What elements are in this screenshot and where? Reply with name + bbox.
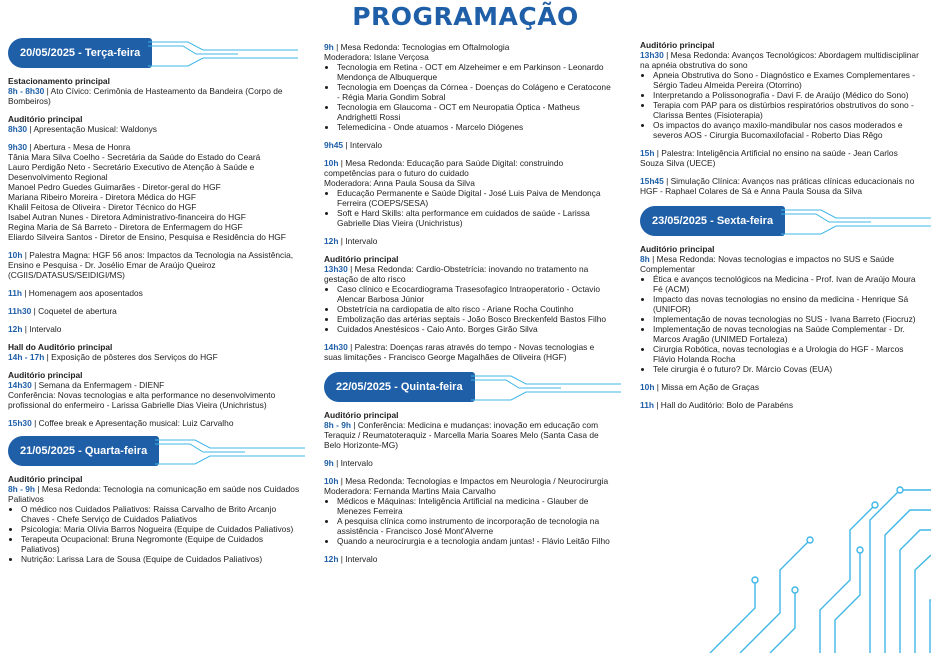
session-time: 10h bbox=[324, 476, 339, 486]
speaker-item: • Embolização das artérias septais - João Bosco Breckenfeld Bastos Filho bbox=[337, 314, 614, 324]
speaker-list bbox=[324, 284, 614, 334]
day-header bbox=[8, 36, 304, 72]
session-list bbox=[324, 42, 614, 362]
session-block bbox=[324, 42, 614, 132]
session-title bbox=[8, 250, 304, 280]
session-text: | Mesa Redonda: Tecnologias em Oftalmologia bbox=[333, 42, 510, 52]
session-block bbox=[324, 236, 614, 246]
session-block bbox=[640, 400, 922, 410]
speaker-item: • Telemedicina - Onde atuamos - Marcelo Diógenes bbox=[337, 122, 614, 132]
session-line: Lauro Perdigão Neto - Secretário Executivo de Atenção à Saúde e Desenvolvimento Regional bbox=[8, 162, 255, 182]
header-lines-decoration bbox=[471, 370, 621, 406]
session-title bbox=[324, 342, 614, 362]
session-block bbox=[324, 476, 614, 546]
speaker-item: • Terapia com PAP para os distúrbios respiratórios obstrutivos do sono - Clarissa Bentes (Fisioterapia) bbox=[653, 100, 922, 120]
session-time: 14h - 17h bbox=[8, 352, 45, 362]
speaker-item: • Médicos e Máquinas: Inteligência Artificial na medicina - Glauber de Menezes Ferreira bbox=[337, 496, 614, 516]
session-time: 13h30 bbox=[324, 264, 348, 274]
session-time: 11h bbox=[640, 400, 654, 410]
session-time: 15h bbox=[640, 148, 655, 158]
session-time: 15h30 bbox=[8, 418, 32, 428]
day-header bbox=[324, 370, 614, 406]
session-text: | Ato Cívico: Cerimônia de Hasteamento da Bandeira (Corpo de Bombeiros) bbox=[8, 86, 283, 106]
session-text: | Intervalo bbox=[343, 140, 383, 150]
page-title: PROGRAMAÇÃO bbox=[352, 2, 579, 31]
session-block bbox=[8, 324, 304, 334]
day-label: 21/05/2025 - Quarta-feira bbox=[8, 436, 159, 466]
session-text: | Semana da Enfermagem - DIENF bbox=[31, 380, 165, 390]
session-list bbox=[8, 76, 304, 428]
session-time: 12h bbox=[324, 554, 339, 564]
session-time: 10h bbox=[640, 382, 655, 392]
session-location: Auditório principal bbox=[324, 254, 399, 264]
session-block bbox=[324, 342, 614, 362]
session-line: Manoel Pedro Guedes Guimarães - Diretor-geral do HGF bbox=[8, 182, 221, 192]
session-line: Regina Maria de Sá Barreto - Diretora de Enfermagem do HGF bbox=[8, 222, 243, 232]
session-text: | Conferência: Medicina e mudanças: inovação em educação com Teraquiz / Reumatoteraquiz - Marcella Maria Soares Melo (Santa Casa de Belo Horizonte-MG) bbox=[324, 420, 599, 450]
session-block bbox=[8, 288, 304, 298]
session-block bbox=[640, 176, 922, 196]
session-time: 13h30 bbox=[640, 50, 664, 60]
session-text: | Mesa Redonda: Novas tecnologias e impactos no SUS e Saúde Complementar bbox=[640, 254, 895, 274]
session-block bbox=[640, 148, 922, 168]
session-title bbox=[8, 86, 304, 106]
session-block bbox=[640, 382, 922, 392]
session-line: Mariana Ribeiro Moreira - Diretora Médica do HGF bbox=[8, 192, 197, 202]
session-text: | Palestra Magna: HGF 56 anos: Impactos da Tecnologia na Assistência, Ensino e Pesquisa - Dr. Josélio Emar de Araújo Queiroz (CGIIS/DATASUS/SEIDIGI/MS) bbox=[8, 250, 294, 280]
session-title bbox=[8, 380, 304, 390]
session-list bbox=[8, 474, 304, 564]
session-line: Eliardo Silveira Santos - Diretor de Ensino, Pesquisa e Residência do HGF bbox=[8, 232, 286, 242]
session-line: Khalil Feitosa de Oliveira - Diretor Técnico do HGF bbox=[8, 202, 197, 212]
session-text: | Exposição de pôsteres dos Serviços do HGF bbox=[44, 352, 218, 362]
session-title bbox=[324, 236, 614, 246]
session-list bbox=[324, 410, 614, 564]
speaker-item: • Interpretando a Polissonografia - Davi F. de Araújo (Médico do Sono) bbox=[653, 90, 922, 100]
session-line: Conferência: Novas tecnologias e alta performance no desenvolvimento profissional do enfermeiro - Larissa Gabrielle Dias Vieira (Unichristus) bbox=[8, 390, 276, 410]
session-title bbox=[8, 142, 304, 152]
session-time: 14h30 bbox=[324, 342, 348, 352]
session-line: Moderadora: Fernanda Martins Maia Carvalho bbox=[324, 486, 496, 496]
session-text: | Homenagem aos aposentados bbox=[21, 288, 143, 298]
session-line: Isabel Autran Nunes - Diretora Administrativo-financeira do HGF bbox=[8, 212, 246, 222]
session-block bbox=[8, 418, 304, 428]
session-location: Auditório principal bbox=[640, 244, 715, 254]
session-list bbox=[640, 40, 922, 196]
session-location: Auditório principal bbox=[8, 370, 83, 380]
session-list bbox=[640, 244, 922, 410]
session-time: 11h bbox=[8, 288, 22, 298]
speaker-item: • Tecnologia em Retina - OCT em Alzeheimer e em Parkinson - Leonardo Mendonça de Albuquerque bbox=[337, 62, 614, 82]
day-header bbox=[8, 434, 304, 470]
session-block bbox=[8, 370, 304, 410]
session-block bbox=[324, 140, 614, 150]
speaker-item: • Apneia Obstrutiva do Sono - Diagnóstico e Exames Complementares - Sérgio Tadeu Almeida Pereira (Otorrino) bbox=[653, 70, 922, 90]
session-title bbox=[324, 140, 614, 150]
session-block bbox=[640, 244, 922, 374]
session-time: 12h bbox=[324, 236, 339, 246]
session-text: | Mesa Redonda: Tecnologia na comunicação em saúde nos Cuidados Paliativos bbox=[8, 484, 300, 504]
session-time: 8h - 9h bbox=[8, 484, 35, 494]
session-title bbox=[8, 352, 304, 362]
session-block bbox=[324, 410, 614, 450]
column-1 bbox=[8, 36, 304, 572]
header-lines-decoration bbox=[148, 36, 298, 72]
session-title bbox=[8, 484, 304, 504]
day-label: 22/05/2025 - Quinta-feira bbox=[324, 372, 475, 402]
session-title bbox=[8, 418, 304, 428]
session-location: Estacionamento principal bbox=[8, 76, 110, 86]
session-location: Hall do Auditório principal bbox=[8, 342, 113, 352]
session-text: | Palestra: Doenças raras através do tempo - Novas tecnologias e suas limitações - Francisco George Magalhães de Oliveira (HGF) bbox=[324, 342, 595, 362]
session-time: 14h30 bbox=[8, 380, 32, 390]
speaker-item: • Impacto das novas tecnologias no ensino da medicina - Henrique Sá (UNIFOR) bbox=[653, 294, 922, 314]
session-block bbox=[640, 40, 922, 140]
session-line: Moderadora: Islane Verçosa bbox=[324, 52, 429, 62]
session-title bbox=[324, 264, 614, 284]
session-title bbox=[324, 476, 614, 486]
session-time: 12h bbox=[8, 324, 23, 334]
speaker-item: • Tecnologia em Glaucoma - OCT em Neuropatia Óptica - Matheus Andrighetti Rossi bbox=[337, 102, 614, 122]
session-block bbox=[8, 306, 304, 316]
session-block bbox=[324, 254, 614, 334]
session-title bbox=[8, 324, 304, 334]
session-block bbox=[8, 142, 304, 242]
session-text: | Intervalo bbox=[333, 458, 373, 468]
session-block bbox=[8, 474, 304, 564]
session-text: | Hall do Auditório: Bolo de Parabéns bbox=[653, 400, 794, 410]
speaker-item: • Cirurgia Robótica, novas tecnologias e a Urologia do HGF - Marcos Flávio Holanda Rocha bbox=[653, 344, 922, 364]
session-time: 9h30 bbox=[8, 142, 28, 152]
session-title bbox=[640, 382, 922, 392]
session-block bbox=[8, 114, 304, 134]
session-text: | Intervalo bbox=[22, 324, 62, 334]
session-time: 9h45 bbox=[324, 140, 344, 150]
speaker-list bbox=[324, 496, 614, 546]
session-block bbox=[8, 342, 304, 362]
speaker-list bbox=[640, 274, 922, 374]
speaker-item: • Psicologia: Maria Olívia Barros Nogueira (Equipe de Cuidados Paliativos) bbox=[21, 524, 304, 534]
session-text: | Mesa Redonda: Cardio-Obstetrícia: inovando no tratamento na gestação de alto risco bbox=[324, 264, 589, 284]
session-text: | Mesa Redonda: Tecnologias e Impactos em Neurologia / Neurocirurgia bbox=[338, 476, 609, 486]
session-block bbox=[8, 250, 304, 280]
session-text: | Mesa Redonda: Educação para Saúde Digital: construindo competências para o futuro do cuidado bbox=[324, 158, 564, 178]
session-text: | Missa em Ação de Graças bbox=[654, 382, 760, 392]
speaker-item: • Cuidados Anestésicos - Caio Anto. Borges Girão Silva bbox=[337, 324, 614, 334]
session-title bbox=[324, 420, 614, 450]
header-lines-decoration bbox=[155, 434, 305, 470]
day-label: 23/05/2025 - Sexta-feira bbox=[640, 206, 785, 236]
session-location: Auditório principal bbox=[324, 410, 399, 420]
session-time: 11h30 bbox=[8, 306, 32, 316]
session-title bbox=[324, 554, 614, 564]
speaker-item: • Soft e Hard Skills: alta performance em cuidados de saúde - Larissa Gabrielle Dias Vieira (Unichristus) bbox=[337, 208, 614, 228]
speaker-item: • Quando a neurocirurgia e a tecnologia andam juntas! - Flávio Leitão Filho bbox=[337, 536, 614, 546]
session-block bbox=[8, 76, 304, 106]
session-text: | Intervalo bbox=[338, 554, 378, 564]
session-time: 8h - 8h30 bbox=[8, 86, 45, 96]
speaker-item: • A pesquisa clínica como instrumento de incorporação de tecnologia na assistência - Francisco José Mont'Alverne bbox=[337, 516, 614, 536]
session-location: Auditório principal bbox=[8, 114, 83, 124]
speaker-item: • Os impactos do avanço maxilo-mandibular nos casos moderados e severos AOS - Cirurgia Bucomaxilofacial - Roberto Dias Rêgo bbox=[653, 120, 922, 140]
session-line: Tânia Mara Silva Coelho - Secretária da Saúde do Estado do Ceará bbox=[8, 152, 261, 162]
session-title bbox=[640, 50, 922, 70]
speaker-item: • Obstetrícia na cardiopatia de alto risco - Ariane Rocha Coutinho bbox=[337, 304, 614, 314]
speaker-item: • Nutrição: Larissa Lara de Sousa (Equipe de Cuidados Paliativos) bbox=[21, 554, 304, 564]
speaker-item: • Ética e avanços tecnológicos na Medicina - Prof. Ivan de Araújo Moura Fé (ACM) bbox=[653, 274, 922, 294]
speaker-item: • Implementação de novas tecnologias no SUS - Ivana Barreto (Fiocruz) bbox=[653, 314, 922, 324]
session-text: | Coquetel de abertura bbox=[31, 306, 117, 316]
session-title bbox=[8, 288, 304, 298]
speaker-item: • O médico nos Cuidados Paliativos: Raissa Carvalho de Brito Arcanjo Chaves - Chefe Serviço de Cuidados Paliativos bbox=[21, 504, 304, 524]
session-text: | Intervalo bbox=[338, 236, 378, 246]
session-block bbox=[324, 554, 614, 564]
session-time: 15h45 bbox=[640, 176, 664, 186]
session-block bbox=[324, 158, 614, 228]
session-time: 8h30 bbox=[8, 124, 28, 134]
header-lines-decoration bbox=[781, 204, 931, 240]
speaker-item: • Tele cirurgia é o futuro? Dr. Márcio Covas (EUA) bbox=[653, 364, 922, 374]
session-title bbox=[324, 42, 614, 52]
session-location: Auditório principal bbox=[8, 474, 83, 484]
session-text: | Mesa Redonda: Avanços Tecnológicos: Abordagem multidisciplinar na apnéia obstrutiva do sono bbox=[640, 50, 919, 70]
session-title bbox=[640, 254, 922, 274]
session-text: | Apresentação Musical: Waldonys bbox=[27, 124, 157, 134]
speaker-list bbox=[324, 188, 614, 228]
session-title bbox=[8, 124, 304, 134]
speaker-item: • Implementação de novas tecnologias na Saúde Complementar - Dr. Marcos Aragão (UNIMED Fortaleza) bbox=[653, 324, 922, 344]
session-title bbox=[324, 458, 614, 468]
session-title bbox=[324, 158, 614, 178]
column-2 bbox=[324, 42, 614, 572]
column-3 bbox=[640, 40, 922, 418]
session-time: 10h bbox=[8, 250, 23, 260]
day-label: 20/05/2025 - Terça-feira bbox=[8, 38, 152, 68]
session-title bbox=[8, 306, 304, 316]
session-time: 9h bbox=[324, 458, 334, 468]
circuit-decoration bbox=[700, 470, 931, 653]
session-text: | Simulação Clínica: Avanços nas práticas clínicas educacionais no HGF - Raphael Colares de Sá e Anna Paula Sousa da Silva bbox=[640, 176, 915, 196]
speaker-item: • Terapeuta Ocupacional: Bruna Negromonte (Equipe de Cuidados Paliativos) bbox=[21, 534, 304, 554]
speaker-list bbox=[324, 62, 614, 132]
session-block bbox=[324, 458, 614, 468]
speaker-item: • Educação Permanente e Saúde Digital - José Luis Paiva de Mendonça Ferreira (COEPS/SESA) bbox=[337, 188, 614, 208]
session-text: | Palestra: Inteligência Artificial no ensino na saúde - Jean Carlos Souza Silva (UECE) bbox=[640, 148, 898, 168]
session-text: | Abertura - Mesa de Honra bbox=[27, 142, 131, 152]
speaker-item: • Tecnologia em Doenças da Córnea - Doenças do Colágeno e Ceratocone - Régia Maria Gondim Sobral bbox=[337, 82, 614, 102]
session-time: 9h bbox=[324, 42, 334, 52]
speaker-item: • Caso clínico e Ecocardiograma Trasesofagico Intraoperatorio - Octavio Alencar Barbosa Júnior bbox=[337, 284, 614, 304]
session-title bbox=[640, 176, 922, 196]
day-header bbox=[640, 204, 922, 240]
session-title bbox=[640, 148, 922, 168]
session-location: Auditório principal bbox=[640, 40, 715, 50]
speaker-list bbox=[8, 504, 304, 564]
session-line: Moderadora: Anna Paula Sousa da Silva bbox=[324, 178, 475, 188]
session-text: | Coffee break e Apresentação musical: Luiz Carvalho bbox=[31, 418, 234, 428]
session-title bbox=[640, 400, 922, 410]
session-time: 8h - 9h bbox=[324, 420, 351, 430]
session-time: 10h bbox=[324, 158, 339, 168]
speaker-list bbox=[640, 70, 922, 140]
session-time: 8h bbox=[640, 254, 650, 264]
